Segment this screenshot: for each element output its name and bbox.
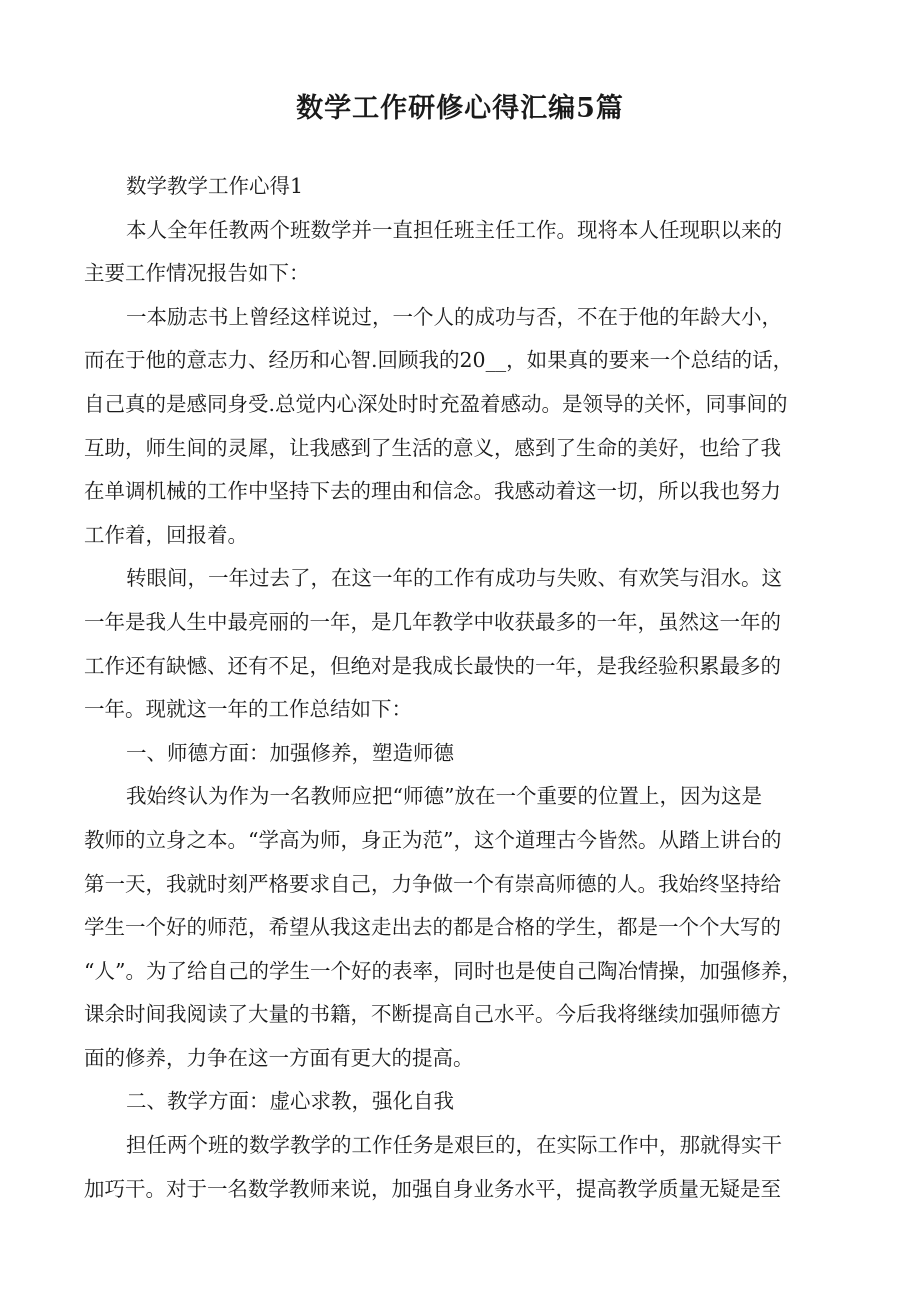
text-line: 数学教学工作心得1 (126, 174, 304, 198)
text-line: 学生一个好的师范，希望从我这走出去的都是合格的学生，都是一个个大写的 (84, 915, 781, 940)
document-body (84, 165, 844, 1211)
text-line: 本人全年任教两个班数学并一直担任班主任工作。现将本人任现职以来的 (126, 217, 782, 242)
text-line: 第一天，我就时刻严格要求自己，力争做一个有崇高师德的人。我始终坚持给 (84, 871, 781, 896)
text-line: 一年是我人生中最亮丽的一年，是几年教学中收获最多的一年，虽然这一年的 (84, 609, 781, 634)
text-line: 转眼间，一年过去了，在这一年的工作有成功与失败、有欢笑与泪水。这 (126, 566, 782, 591)
text-line: 工作还有缺憾、还有不足，但绝对是我成长最快的一年，是我经验积累最多的 (84, 653, 781, 678)
text-line: 主要工作情况报告如下： (84, 261, 310, 286)
text-line: 课余时间我阅读了大量的书籍，不断提高自己水平。今后我将继续加强师德方 (84, 1002, 781, 1027)
text-line: 工作着，回报着。 (84, 522, 248, 547)
text-line: 二、教学方面：虚心求教，强化自我 (126, 1089, 454, 1114)
text-line: 教师的立身之本。“学高为师，身正为范”，这个道理古今皆然。从踏上讲台的 (84, 827, 782, 852)
text-line: 互助，师生间的灵犀，让我感到了生活的意义，感到了生命的美好，也给了我 (84, 435, 781, 460)
text-line: 加巧干。对于一名数学教师来说，加强自身业务水平，提高教学质量无疑是至 (84, 1176, 781, 1201)
text-line: 一本励志书上曾经这样说过，一个人的成功与否，不在于他的年龄大小， (126, 304, 782, 329)
document-title: 数学工作研修心得汇编5篇 (296, 93, 624, 124)
text-line: 自己真的是感同身受.总觉内心深处时时充盈着感动。是领导的关怀，同事间的 (84, 391, 788, 416)
text-line: 而在于他的意志力、经历和心智.回顾我的20__，如果真的要来一个总结的话， (84, 348, 794, 373)
text-line: 一年。现就这一年的工作总结如下： (84, 697, 412, 722)
text-line: 我始终认为作为一名教师应把“师德”放在一个重要的位置上，因为这是 (126, 784, 762, 809)
text-line: 一、师德方面：加强修养，塑造师德 (126, 740, 454, 765)
text-line: 在单调机械的工作中坚持下去的理由和信念。我感动着这一切，所以我也努力 (84, 479, 781, 504)
text-line: 担任两个班的数学教学的工作任务是艰巨的，在实际工作中，那就得实干 (126, 1133, 782, 1158)
text-line: “人”。为了给自己的学生一个好的表率，同时也是使自己陶冶情操，加强修养， (84, 958, 802, 983)
text-line: 面的修养，力争在这一方面有更大的提高。 (84, 1045, 474, 1070)
